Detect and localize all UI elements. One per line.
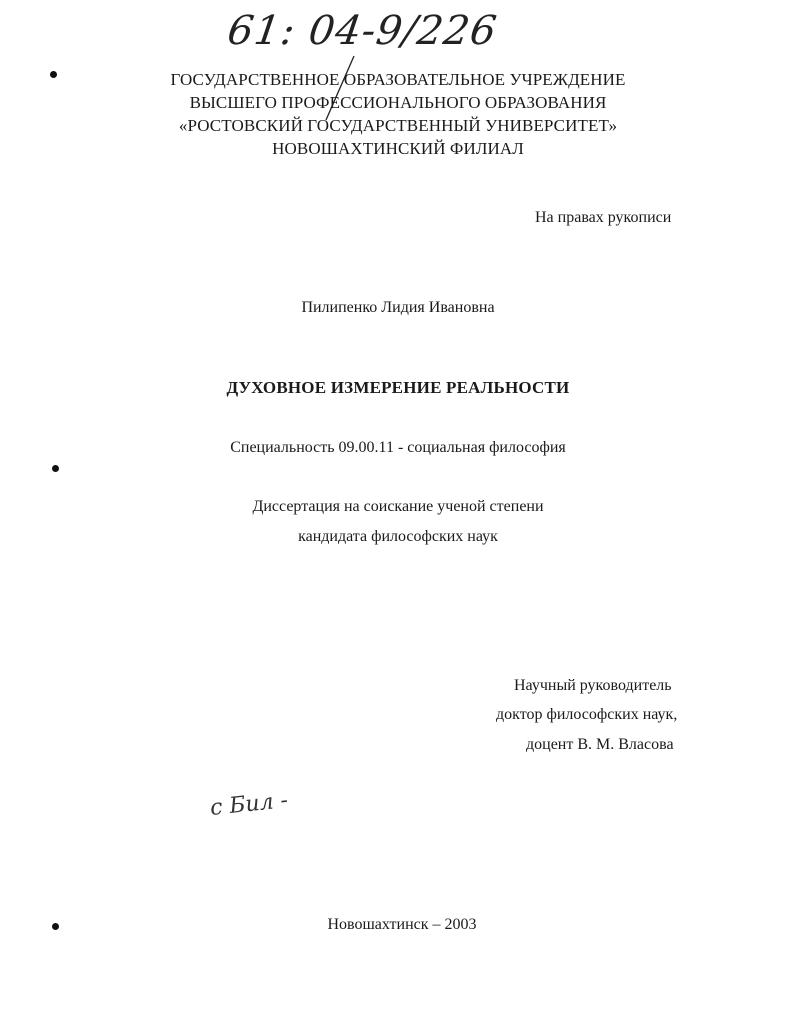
handwritten-scribble: с Бил - [208, 787, 290, 822]
degree-line-1: Диссертация на соискание ученой степени [252, 498, 544, 515]
supervisor-name: доцент В. М. Власова [526, 736, 674, 753]
city-year: Новошахтинск – 2003 [327, 916, 477, 933]
punch-hole-dot [52, 465, 59, 472]
institution-line-1: ГОСУДАРСТВЕННОЕ ОБРАЗОВАТЕЛЬНОЕ УЧРЕЖДЕНИЕ [170, 70, 626, 89]
dissertation-title: ДУХОВНОЕ ИЗМЕРЕНИЕ РЕАЛЬНОСТИ [226, 378, 570, 397]
archive-code-handwritten: 61: 04-9/226 [224, 8, 501, 54]
supervisor-label: Научный руководитель [514, 677, 672, 694]
degree-line-2: кандидата философских наук [298, 528, 498, 545]
rights-note: На правах рукописи [535, 209, 672, 226]
institution-line-3: «РОСТОВСКИЙ ГОСУДАРСТВЕННЫЙ УНИВЕРСИТЕТ» [178, 116, 618, 135]
institution-line-2: ВЫСШЕГО ПРОФЕССИОНАЛЬНОГО ОБРАЗОВАНИЯ [189, 93, 607, 112]
supervisor-degree: доктор философских наук, [496, 706, 678, 723]
institution-line-4: НОВОШАХТИНСКИЙ ФИЛИАЛ [272, 139, 524, 158]
author-name: Пилипенко Лидия Ивановна [301, 299, 495, 316]
specialty-line: Специальность 09.00.11 - социальная философия [230, 439, 566, 456]
